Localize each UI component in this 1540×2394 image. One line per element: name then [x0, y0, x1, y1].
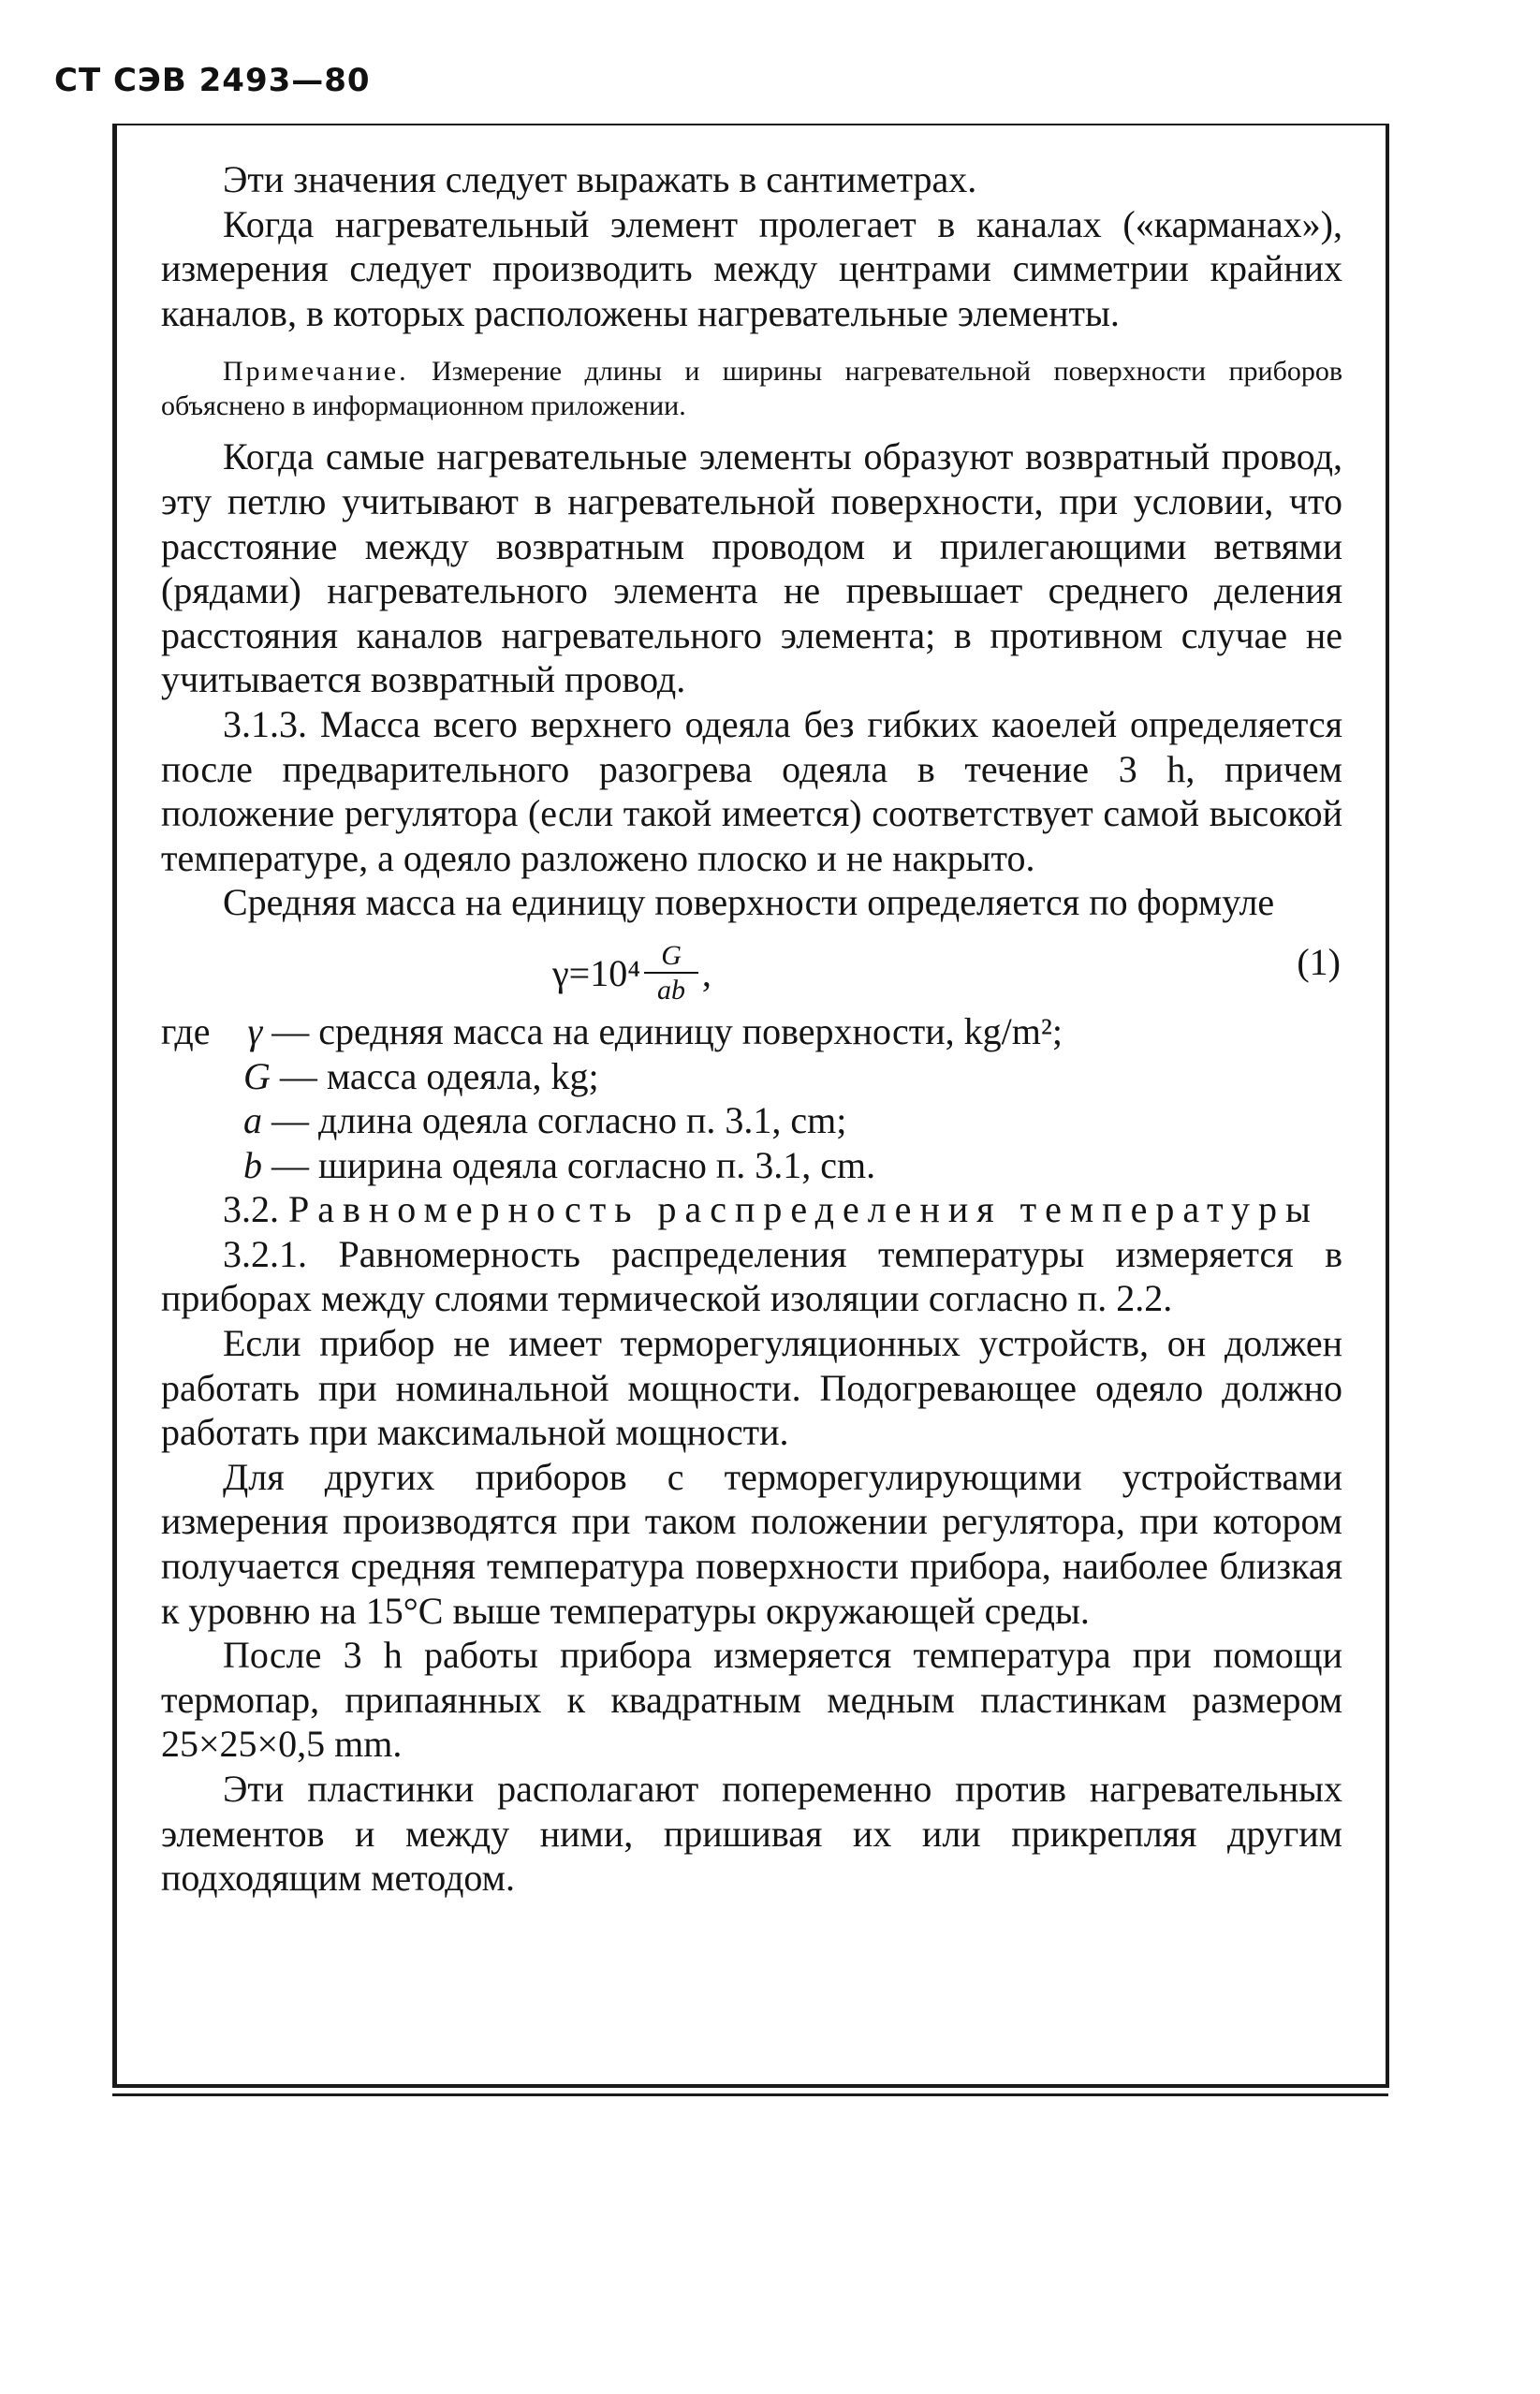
where-word: где — [161, 1009, 211, 1052]
formula-lhs: γ=10⁴ — [552, 952, 641, 995]
def-symbol-g: G — [243, 1054, 271, 1097]
frame-bottom-rule — [112, 2093, 1388, 2096]
paragraph-3-2-1: 3.2.1. Равномерность распределения температуры измеряется в приборах между слоями термической изоляции согласно п. 2.2. — [161, 1232, 1342, 1320]
def-line-a — [161, 1098, 1342, 1143]
paragraph-regulators: Для других приборов с терморегулирующими устройствами измерения производятся при таком положении регулятора, при котором получается средняя температура поверхности прибора, наиболее близкая к уровню на 15°C выше температуры окружающей среды. — [161, 1455, 1342, 1632]
section-3-2-title: Равномерность распределения температуры — [288, 1188, 1319, 1231]
equation-number: (1) — [1297, 940, 1341, 983]
paragraph-return-wire: Когда самые нагревательные элементы образуют возвратный провод, эту петлю учитывают в нагревательной поверхности, при условии, что расстояние между возвратным проводом и прилегающими ветвями (рядами) нагревательного элемента не превышает среднего деления расстояния каналов нагревательного элемента; в противном случае не учитывается возвратный провод. — [161, 435, 1342, 701]
paragraph-3-1-3: 3.1.3. Масса всего верхнего одеяла без гибких каоелей определяется после предварительного разогрева одеяла в течение 3 h, причем положение регулятора (если такой имеется) соответствует самой высокой температуре, а одеяло разложено плоско и не накрыто. — [161, 702, 1342, 879]
section-3-2-heading — [161, 1187, 1342, 1232]
def-text-gamma: — средняя масса на единицу поверхности, kg/m²; — [271, 1009, 1063, 1052]
section-3-2-number: 3.2. — [223, 1188, 279, 1231]
formula-fraction — [644, 940, 698, 1007]
def-symbol-b: b — [243, 1143, 262, 1186]
formula-numerator: G — [644, 940, 698, 974]
paragraph-channels: Когда нагревательный элемент пролегает в каналах («карманах»), измерения следует производить между центрами симметрии крайних каналов, в которых расположены нагревательные элементы. — [161, 202, 1342, 334]
formula-denominator: ab — [657, 974, 686, 1006]
note-text: Измерение длины и ширины нагревательной поверхности приборов объяснено в информационном приложении. — [161, 356, 1342, 422]
note — [161, 354, 1342, 423]
formula-tail: , — [701, 952, 711, 995]
def-text-b: — ширина одеяла согласно п. 3.1, cm. — [271, 1143, 876, 1186]
formula-block — [161, 927, 1342, 1009]
note-label: Примечание. — [223, 356, 409, 388]
def-symbol-a: a — [243, 1099, 262, 1142]
def-text-a: — длина одеяла согласно п. 3.1, cm; — [271, 1099, 847, 1142]
paragraph-plates: Эти пластинки располагают попеременно против нагревательных элементов и между ними, пришивая их или прикрепляя другим подходящим методом. — [161, 1768, 1342, 1900]
paragraph-mean-mass: Средняя масса на единицу поверхности определяется по формуле — [223, 881, 1275, 924]
paragraph-units: Эти значения следует выражать в сантиметрах. — [223, 158, 977, 200]
page-body — [161, 157, 1342, 1901]
paragraph-nominal-power: Если прибор не имеет терморегуляционных устройств, он должен работать при номинальной мощности. Подогревающее одеяло должно работать при максимальной мощности. — [161, 1322, 1342, 1454]
def-line-b — [161, 1143, 1342, 1188]
document-code-header: СТ СЭВ 2493—80 — [54, 62, 371, 99]
def-line-g — [161, 1054, 1342, 1099]
def-text-g: — масса одеяла, kg; — [279, 1054, 599, 1097]
def-symbol-gamma: γ — [247, 1009, 263, 1052]
where-line — [161, 1009, 1342, 1054]
paragraph-thermocouples: После 3 h работы прибора измеряется температура при помощи термопар, припаянных к квадратным медным пластинкам размером 25×25×0,5 mm. — [161, 1634, 1342, 1766]
formula — [552, 940, 711, 1007]
